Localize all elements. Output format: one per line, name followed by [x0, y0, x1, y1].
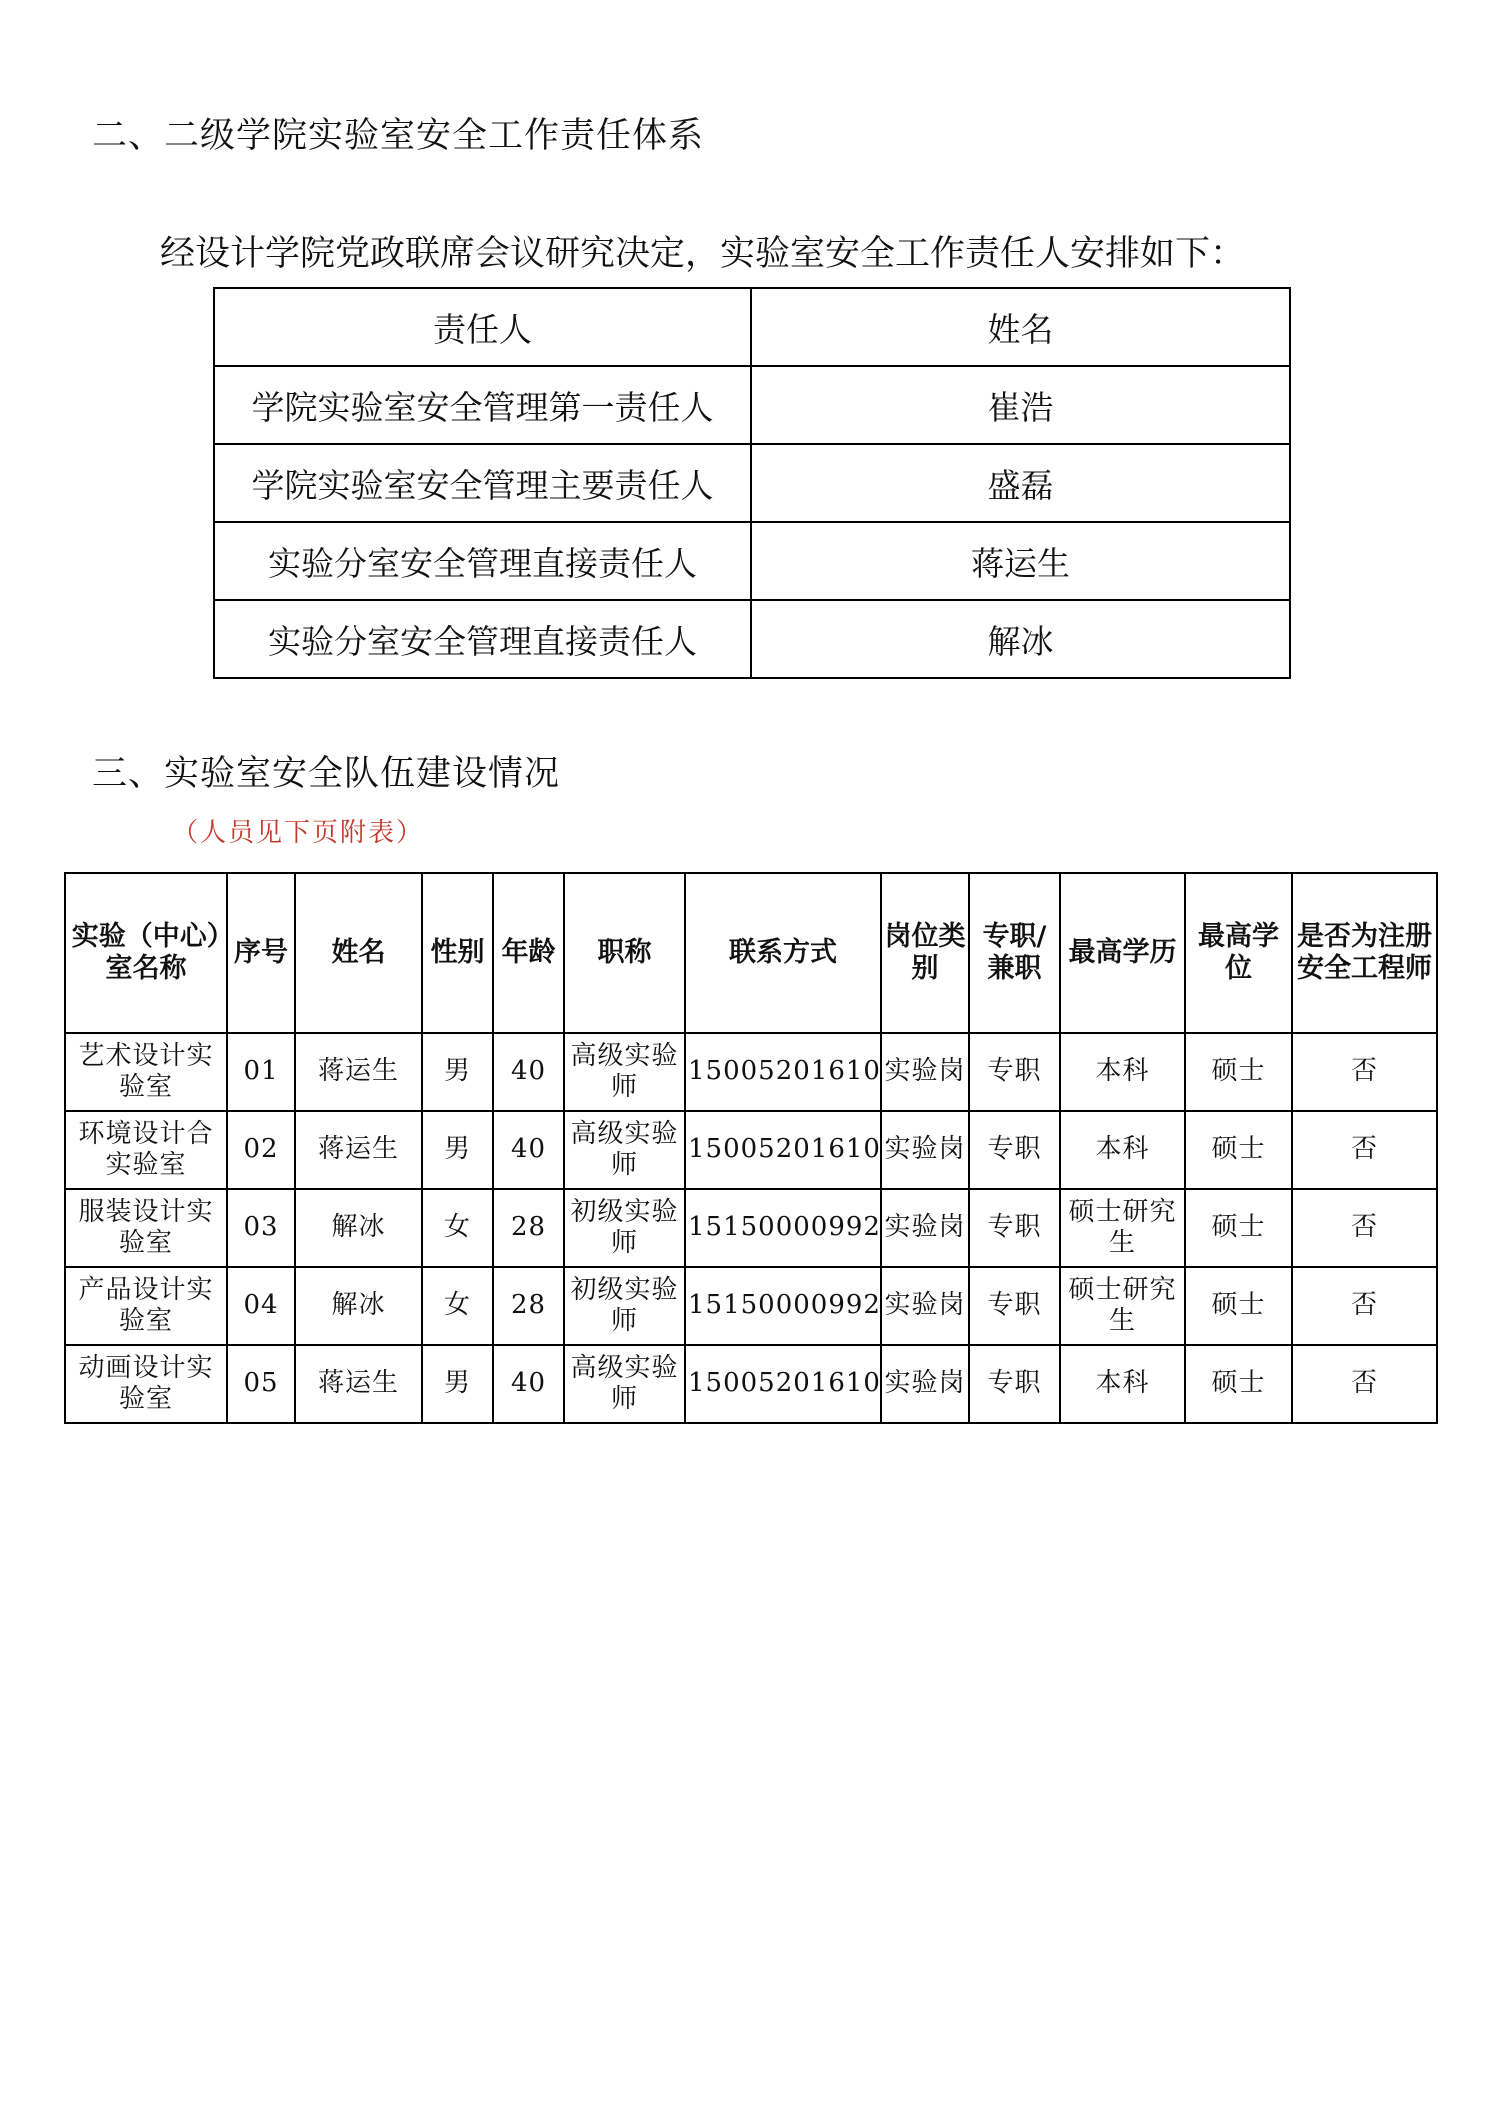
staff-row: [65, 1033, 1437, 1111]
responsibility-row: [214, 366, 1290, 444]
staff-cell: 硕士: [1185, 1345, 1292, 1423]
staff-cell: 本科: [1060, 1345, 1185, 1423]
staff-cell: 03: [227, 1189, 295, 1267]
staff-cell: 解冰: [295, 1189, 422, 1267]
section-2-heading: 二、二级学院实验室安全工作责任体系: [92, 116, 705, 156]
staff-cell: 专职: [969, 1111, 1060, 1189]
staff-header-cell: 实验（中心）室名称: [65, 873, 227, 1033]
staff-cell: 艺术设计实验室: [65, 1033, 227, 1111]
staff-cell: 实验岗: [881, 1111, 969, 1189]
staff-row: [65, 1345, 1437, 1423]
staff-header-cell: 年龄: [493, 873, 564, 1033]
staff-cell: 实验岗: [881, 1189, 969, 1267]
staff-cell: 蒋运生: [295, 1111, 422, 1189]
staff-cell: 否: [1292, 1111, 1437, 1189]
section-3-heading: 三、实验室安全队伍建设情况: [92, 754, 561, 794]
person-name-cell: 解冰: [751, 600, 1290, 678]
staff-cell: 15005201610: [685, 1033, 881, 1111]
staff-table-header-row: [65, 873, 1437, 1033]
staff-cell: 男: [422, 1345, 493, 1423]
responsibility-row: [214, 522, 1290, 600]
staff-cell: 硕士: [1185, 1033, 1292, 1111]
staff-header-cell: 专职/兼职: [969, 873, 1060, 1033]
section-2-intro: 经设计学院党政联席会议研究决定，实验室安全工作责任人安排如下：: [160, 234, 1246, 274]
staff-cell: 高级实验师: [564, 1111, 685, 1189]
staff-header-cell: 岗位类别: [881, 873, 969, 1033]
staff-header-cell: 最高学位: [1185, 873, 1292, 1033]
staff-cell: 40: [493, 1345, 564, 1423]
staff-cell: 专职: [969, 1189, 1060, 1267]
role-cell: 学院实验室安全管理主要责任人: [214, 444, 751, 522]
staff-cell: 本科: [1060, 1111, 1185, 1189]
staff-table: [64, 872, 1438, 1424]
staff-header-cell: 性别: [422, 873, 493, 1033]
responsibility-header-cell: 姓名: [751, 288, 1290, 366]
staff-cell: 28: [493, 1267, 564, 1345]
staff-cell: 初级实验师: [564, 1267, 685, 1345]
staff-cell: 硕士研究生: [1060, 1267, 1185, 1345]
staff-cell: 专职: [969, 1345, 1060, 1423]
staff-cell: 初级实验师: [564, 1189, 685, 1267]
staff-header-cell: 最高学历: [1060, 873, 1185, 1033]
responsibility-header-row: [214, 288, 1290, 366]
responsibility-row: [214, 444, 1290, 522]
staff-cell: 28: [493, 1189, 564, 1267]
staff-cell: 环境设计合实验室: [65, 1111, 227, 1189]
staff-cell: 15150000992: [685, 1189, 881, 1267]
staff-row: [65, 1267, 1437, 1345]
staff-cell: 01: [227, 1033, 295, 1111]
staff-cell: 本科: [1060, 1033, 1185, 1111]
role-cell: 学院实验室安全管理第一责任人: [214, 366, 751, 444]
staff-cell: 02: [227, 1111, 295, 1189]
staff-header-cell: 联系方式: [685, 873, 881, 1033]
staff-header-cell: 是否为注册安全工程师: [1292, 873, 1437, 1033]
staff-cell: 解冰: [295, 1267, 422, 1345]
staff-cell: 实验岗: [881, 1345, 969, 1423]
staff-cell: 15005201610: [685, 1111, 881, 1189]
staff-cell: 硕士: [1185, 1111, 1292, 1189]
role-cell: 实验分室安全管理直接责任人: [214, 600, 751, 678]
staff-cell: 40: [493, 1111, 564, 1189]
staff-cell: 高级实验师: [564, 1033, 685, 1111]
responsibility-header-cell: 责任人: [214, 288, 751, 366]
staff-cell: 女: [422, 1189, 493, 1267]
staff-cell: 否: [1292, 1033, 1437, 1111]
staff-cell: 15150000992: [685, 1267, 881, 1345]
staff-cell: 专职: [969, 1033, 1060, 1111]
staff-cell: 蒋运生: [295, 1033, 422, 1111]
staff-cell: 专职: [969, 1267, 1060, 1345]
staff-cell: 硕士研究生: [1060, 1189, 1185, 1267]
staff-cell: 15005201610: [685, 1345, 881, 1423]
staff-cell: 实验岗: [881, 1033, 969, 1111]
staff-header-cell: 姓名: [295, 873, 422, 1033]
staff-cell: 否: [1292, 1189, 1437, 1267]
staff-cell: 04: [227, 1267, 295, 1345]
staff-header-cell: 序号: [227, 873, 295, 1033]
staff-cell: 05: [227, 1345, 295, 1423]
staff-cell: 高级实验师: [564, 1345, 685, 1423]
staff-cell: 否: [1292, 1345, 1437, 1423]
responsibility-table: [213, 287, 1291, 679]
person-name-cell: 盛磊: [751, 444, 1290, 522]
staff-row: [65, 1189, 1437, 1267]
see-appendix-note: （人员见下页附表）: [172, 818, 425, 848]
person-name-cell: 崔浩: [751, 366, 1290, 444]
staff-cell: 蒋运生: [295, 1345, 422, 1423]
staff-cell: 男: [422, 1111, 493, 1189]
role-cell: 实验分室安全管理直接责任人: [214, 522, 751, 600]
staff-cell: 女: [422, 1267, 493, 1345]
staff-cell: 实验岗: [881, 1267, 969, 1345]
staff-cell: 硕士: [1185, 1267, 1292, 1345]
staff-cell: 否: [1292, 1267, 1437, 1345]
staff-cell: 40: [493, 1033, 564, 1111]
staff-cell: 男: [422, 1033, 493, 1111]
staff-row: [65, 1111, 1437, 1189]
staff-cell: 服装设计实验室: [65, 1189, 227, 1267]
responsibility-row: [214, 600, 1290, 678]
staff-cell: 动画设计实验室: [65, 1345, 227, 1423]
person-name-cell: 蒋运生: [751, 522, 1290, 600]
staff-cell: 硕士: [1185, 1189, 1292, 1267]
staff-header-cell: 职称: [564, 873, 685, 1033]
staff-cell: 产品设计实验室: [65, 1267, 227, 1345]
